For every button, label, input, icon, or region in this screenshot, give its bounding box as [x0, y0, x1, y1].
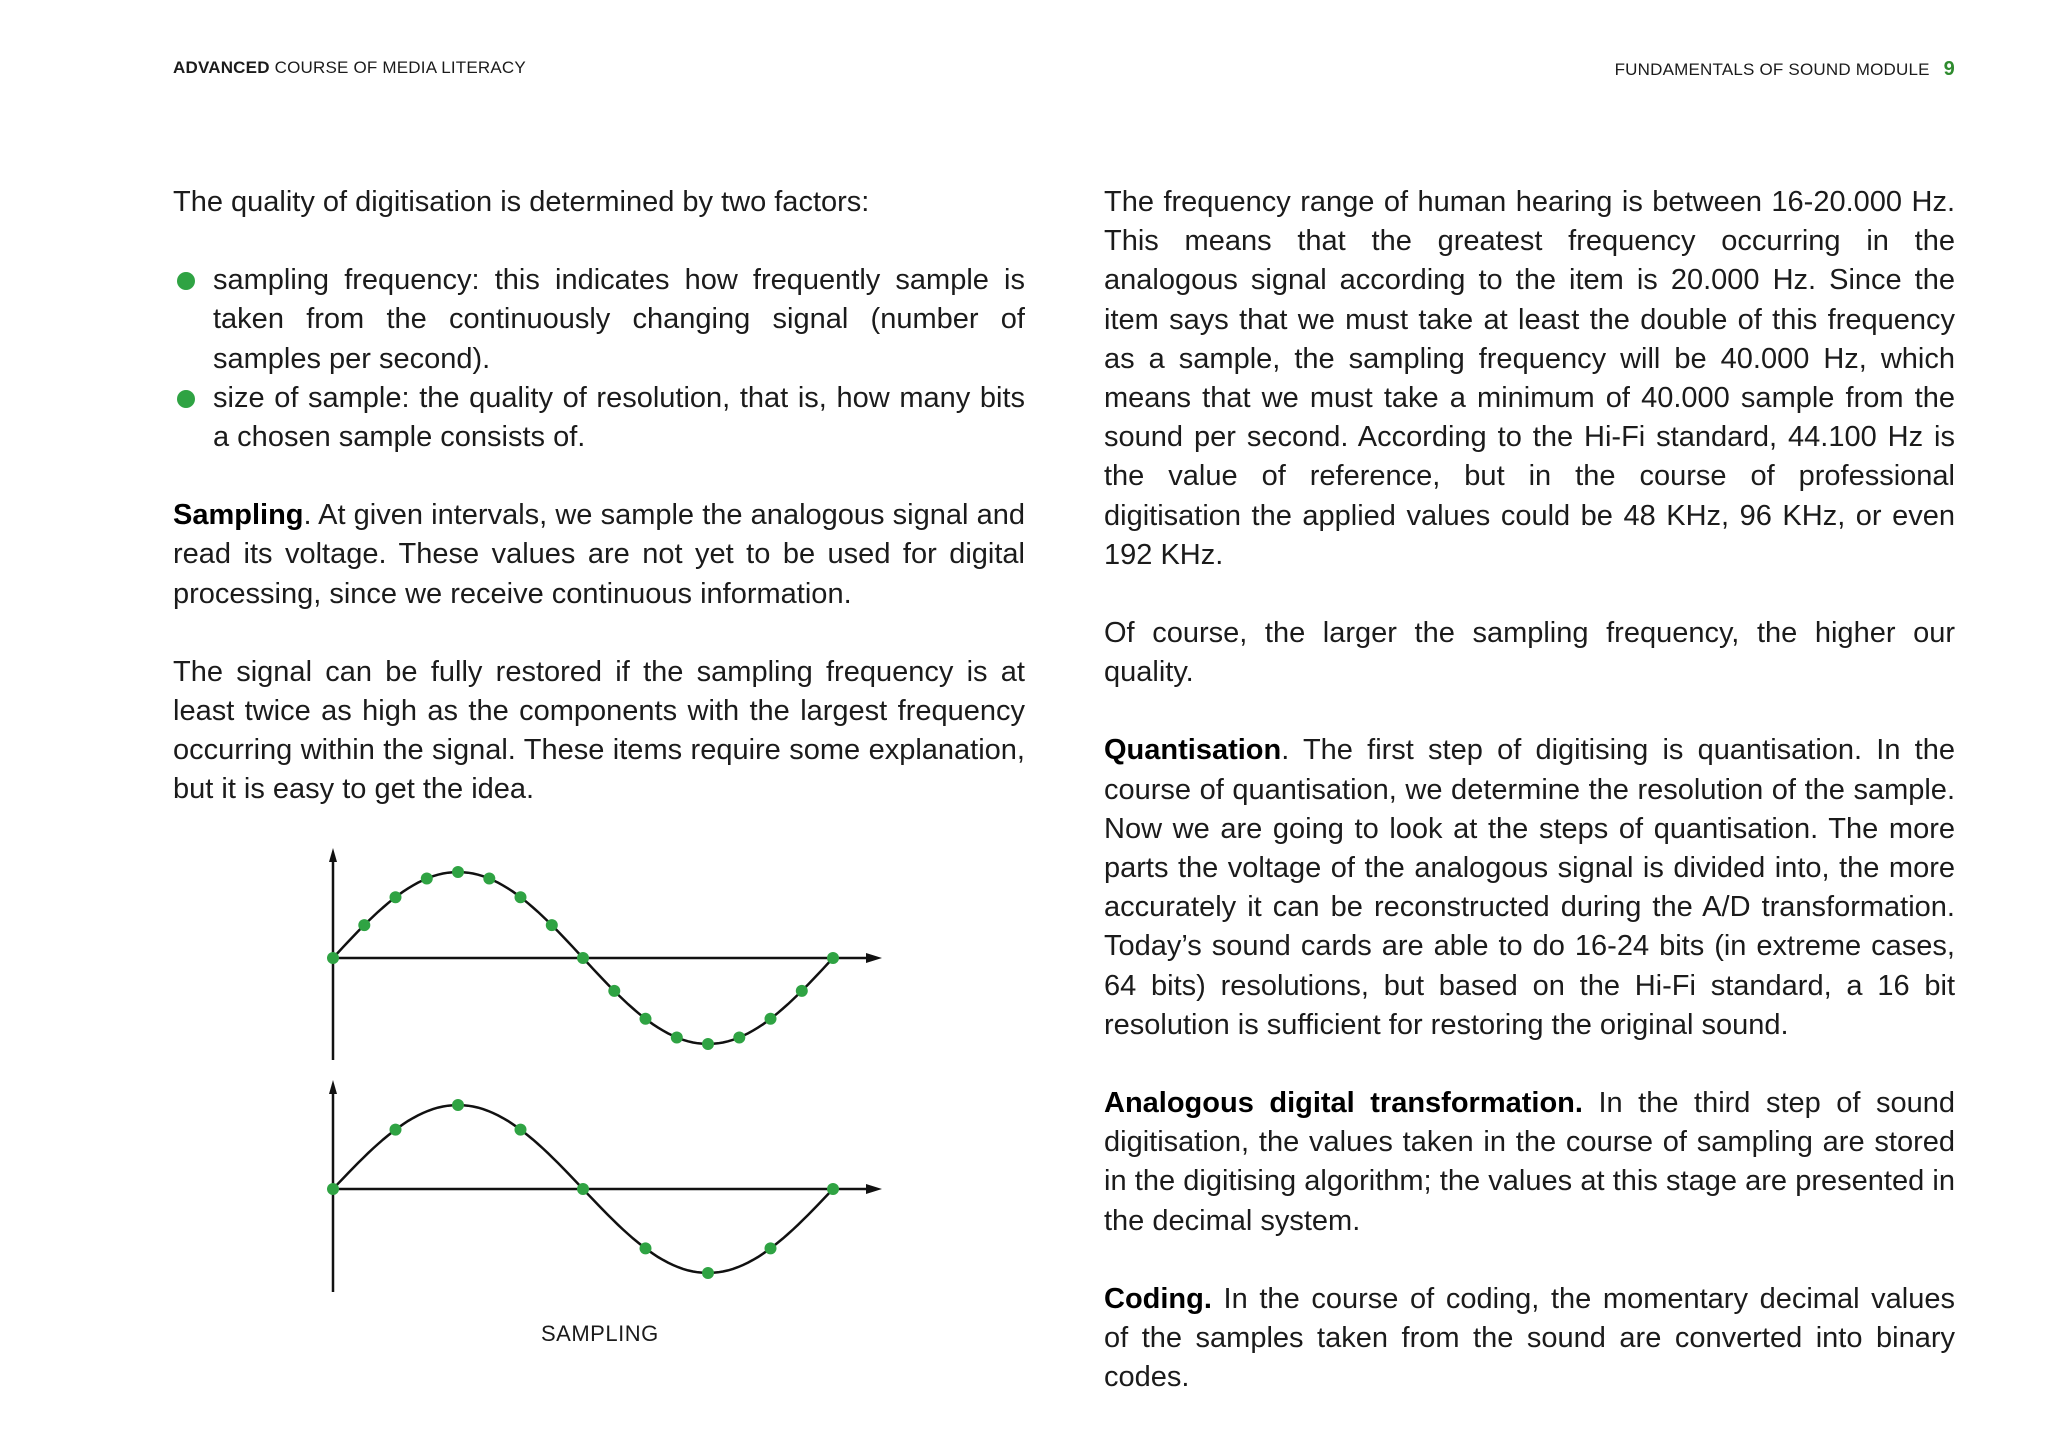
list-item — [173, 261, 1025, 379]
sample-point-icon — [452, 866, 464, 878]
restore-paragraph: The signal can be fully restored if the sampling frequency is at least twice as high as the components with the largest frequency occurring within the signal. These items require some explanation, but it is easy to get the idea. — [173, 655, 1025, 806]
coding-text: In the course of coding, the momentary decimal values of the samples taken from the sound are converted into binary codes. — [1104, 1282, 1955, 1394]
lower-plot — [327, 1080, 882, 1292]
quality-paragraph: Of course, the larger the sampling frequency, the higher our quality. — [1104, 617, 1955, 689]
upper-y-arrow-icon — [329, 848, 337, 862]
sample-point-icon — [358, 919, 370, 931]
sampling-term: Sampling — [173, 499, 304, 532]
upper-plot — [327, 848, 882, 1060]
adt-text: In the third step of sound digitisation, the values taken in the course of sampling are stored in the digitising algorithm; the values at this stage are presented in the decimal system. — [1104, 1087, 1955, 1237]
intro-paragraph: The quality of digitisation is determined by two factors: — [173, 186, 870, 218]
upper-x-arrow-icon — [866, 953, 882, 963]
sample-point-icon — [515, 891, 527, 903]
bullet-text: size of sample: the quality of resolution, that is, how many bits a chosen sample consists of. — [213, 381, 1025, 454]
sample-point-icon — [827, 1183, 839, 1195]
sample-point-icon — [577, 1183, 589, 1195]
sample-point-icon — [390, 891, 402, 903]
sample-point-icon — [733, 1032, 745, 1044]
sample-point-icon — [483, 873, 495, 885]
running-header-right — [1615, 58, 1955, 81]
sample-point-icon — [452, 1099, 464, 1111]
sample-point-icon — [702, 1038, 714, 1050]
sampling-text: . At given intervals, we sample the analogous signal and read its voltage. These values are not yet to be used for digital processing, since we receive continuous information. — [173, 499, 1025, 610]
sample-point-icon — [327, 1183, 339, 1195]
sample-point-icon — [671, 1032, 683, 1044]
sample-point-icon — [702, 1267, 714, 1279]
right-column — [1104, 183, 1955, 1436]
adt-paragraph — [1104, 1084, 1955, 1241]
sample-point-icon — [608, 985, 620, 997]
list-item — [173, 379, 1025, 457]
sample-point-icon — [421, 873, 433, 885]
header-course-name: COURSE OF MEDIA LITERACY — [269, 58, 526, 77]
lower-y-arrow-icon — [329, 1080, 337, 1094]
header-course-level: ADVANCED — [173, 58, 270, 77]
factor-list — [173, 261, 1025, 457]
sampling-figure — [300, 840, 900, 1360]
lower-x-arrow-icon — [866, 1184, 882, 1194]
page-number: 9 — [1943, 58, 1955, 80]
left-column — [173, 183, 1025, 849]
quantisation-term: Quantisation — [1104, 734, 1282, 767]
sample-point-icon — [827, 952, 839, 964]
bullet-dot-icon — [177, 272, 195, 290]
coding-paragraph — [1104, 1280, 1955, 1398]
bullet-dot-icon — [177, 390, 195, 408]
frequency-range-paragraph: The frequency range of human hearing is between 16-20.000 Hz. This means that the greatest frequency occurring in the analogous signal according to the item is 20.000 Hz. Since the item says that we must take at least the double of this frequency as a sample, the sampling frequency will be 40.000 Hz, which means that we must take a minimum of 40.000 sample from the sound per second. According to the Hi-Fi standard, 44.100 Hz is the value of reference, but in the course of professional digitisation the applied values could be 48 KHz, 96 KHz, or even 192 KHz. — [1104, 186, 1955, 571]
bullet-text: sampling frequency: this indicates how frequently sample is taken from the continuously changing signal (number of samples per second). — [213, 264, 1025, 375]
coding-term: Coding. — [1104, 1282, 1212, 1315]
figure-caption: SAMPLING — [541, 1321, 659, 1346]
quantisation-text: . The first step of digitising is quantisation. In the course of quantisation, we determine the resolution of the sample. Now we are going to look at the steps of quantisation. The more parts the voltage of the analogous signal is divided into, the more accurately it can be reconstructed during the A/D transformation. Today’s sound cards are able to do 16-24 bits (in extreme cases, 64 bits) resolutions, but based on the Hi-Fi standard, a 16 bit resolution is sufficient for restoring the original sound. — [1104, 734, 1955, 1041]
sample-point-icon — [577, 952, 589, 964]
sample-point-icon — [640, 1242, 652, 1254]
sample-point-icon — [765, 1242, 777, 1254]
quantisation-paragraph — [1104, 731, 1955, 1045]
sample-point-icon — [796, 985, 808, 997]
header-module-title: FUNDAMENTALS OF SOUND MODULE — [1614, 60, 1930, 79]
running-header-left — [173, 58, 526, 78]
adt-term: Analogous digital transformation. — [1104, 1087, 1583, 1120]
sample-point-icon — [327, 952, 339, 964]
sampling-paragraph — [173, 496, 1025, 614]
sample-point-icon — [390, 1124, 402, 1136]
sample-point-icon — [640, 1013, 652, 1025]
sample-point-icon — [515, 1124, 527, 1136]
sample-point-icon — [546, 919, 558, 931]
sample-point-icon — [765, 1013, 777, 1025]
